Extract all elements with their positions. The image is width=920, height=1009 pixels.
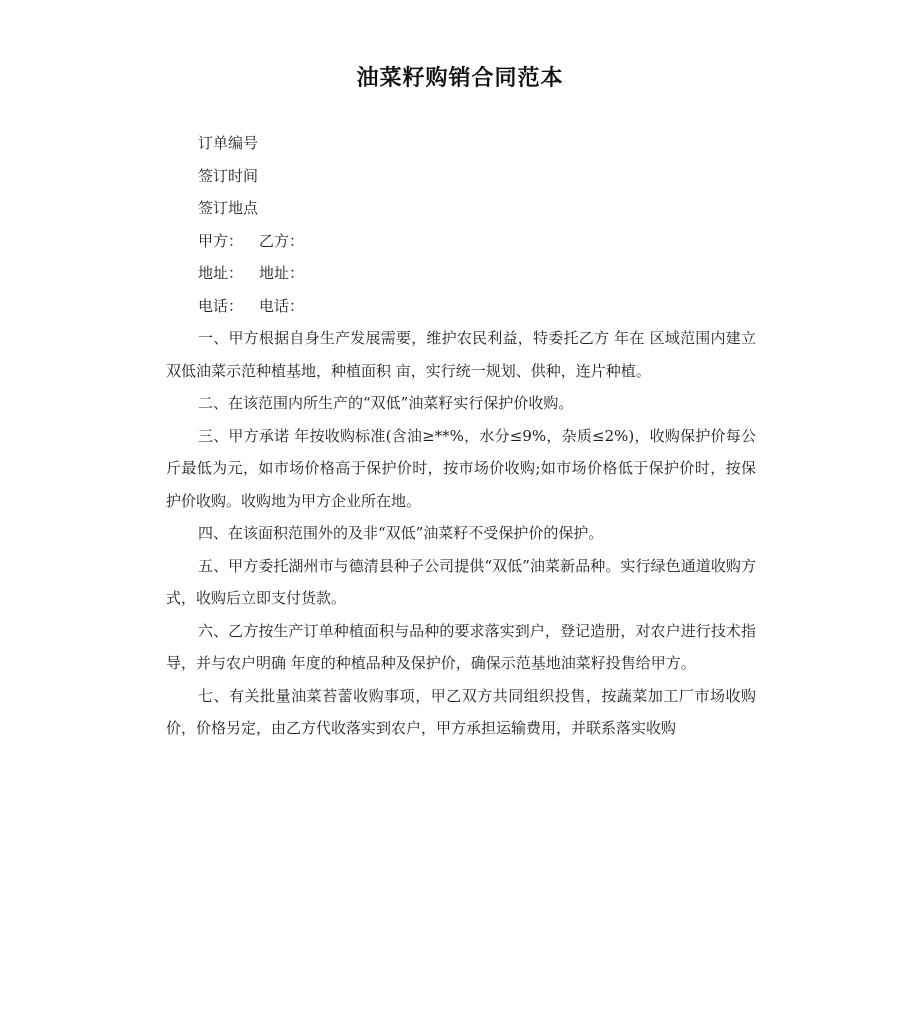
clause-7: 七、有关批量油菜苔蕾收购事项，甲乙双方共同组织投售，按蔬菜加工厂市场收购价，价格另定，由乙方代收落实到农户，甲方承担运输费用，并联系落实收购	[166, 686, 756, 737]
clause-5: 五、甲方委托湖州市与德清县种子公司提供“双低”油菜新品种。实行绿色通道收购方式，收购后立即支付货款。	[166, 556, 756, 607]
address-a-label: 地址：	[198, 264, 244, 282]
phone-field	[166, 290, 756, 323]
sign-time-field	[166, 160, 756, 193]
clause-4: 四、在该面积范围外的及非“双低”油菜籽不受保护价的保护。	[198, 524, 604, 542]
clause-1: 一、甲方根据自身生产发展需要，维护农民利益，特委托乙方 年在 区域范围内建立双低油菜示范种植基地，种植面积 亩，实行统一规划、供种，连片种植。	[166, 329, 756, 380]
phone-a-label: 电话：	[198, 296, 244, 315]
party-b-label: 乙方：	[259, 231, 305, 250]
clause-3: 三、甲方承诺 年按收购标准(含油≥**%，水分≤9%，杂质≤2%)，收购保护价每公斤最低为元，如市场价格高于保护价时，按市场价收购;如市场价格低于保护价时，按保护价收购。收购地为甲方企业所在地。	[166, 426, 756, 510]
party-a-label: 甲方：	[198, 231, 244, 250]
sign-place-label: 签订地点	[198, 199, 259, 217]
order-number-field	[166, 127, 756, 160]
sign-time-label: 签订时间	[198, 166, 259, 185]
address-field	[166, 257, 756, 290]
parties-field	[166, 225, 756, 258]
document-body	[166, 127, 756, 745]
clause-2: 二、在该范围内所生产的“双低”油菜籽实行保护价收购。	[198, 394, 574, 412]
order-number-label: 订单编号	[198, 134, 259, 152]
clause-6: 六、乙方按生产订单种植面积与品种的要求落实到户，登记造册，对农户进行技术指导，并与农户明确 年度的种植品种及保护价，确保示范基地油菜籽投售给甲方。	[166, 621, 756, 672]
document-title: 油菜籽购销合同范本	[356, 66, 564, 91]
address-b-label: 地址：	[259, 264, 305, 282]
phone-b-label: 电话：	[259, 296, 305, 315]
sign-place-field	[166, 192, 756, 225]
